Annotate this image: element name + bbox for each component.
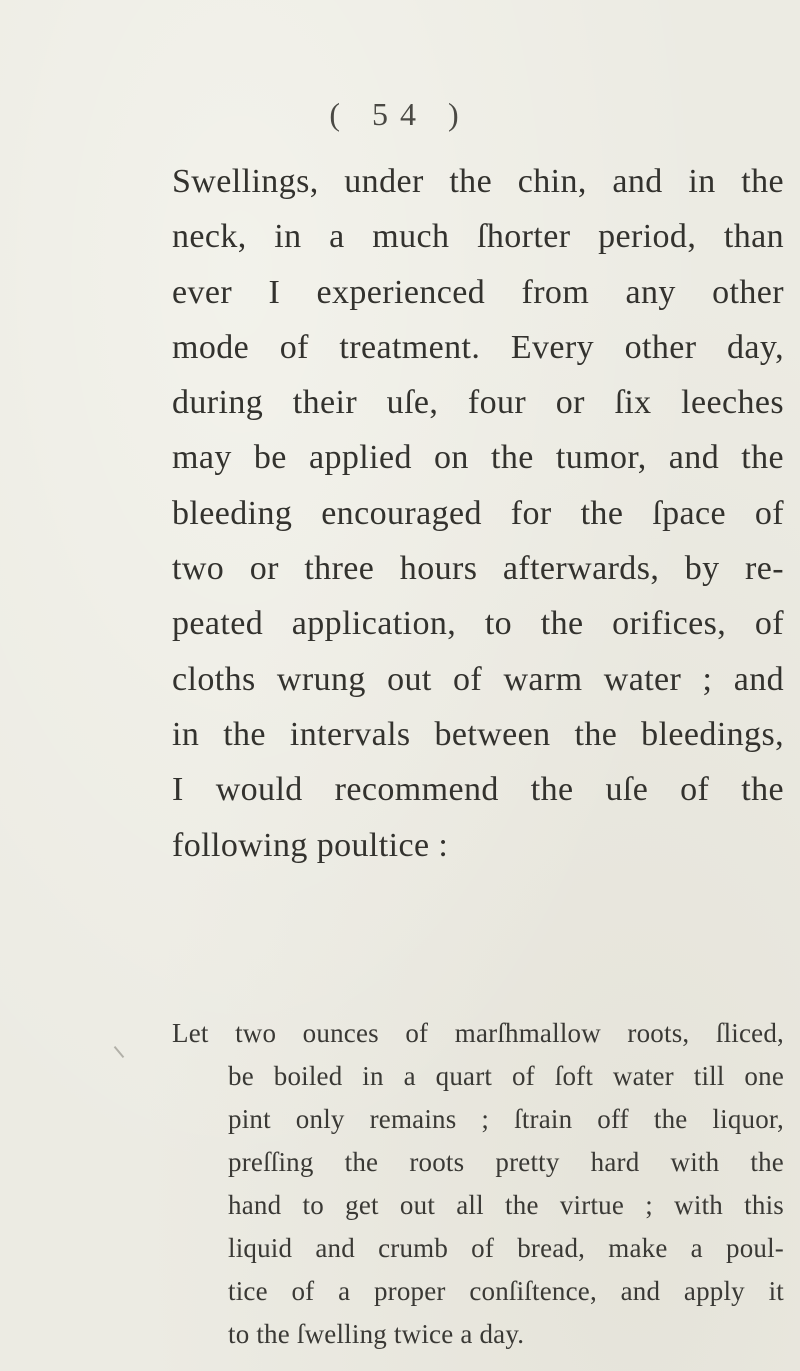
recipe-line: Let two ounces of marſhmallow roots, ſliced,: [172, 1018, 784, 1048]
body-line: during their uſe, four or ſix leeches: [172, 384, 784, 422]
body-line: in the intervals between the bleedings,: [172, 715, 784, 753]
body-paragraph: [172, 154, 784, 873]
body-line: I would recommend the uſe of the: [172, 771, 784, 809]
body-line: neck, in a much ſhorter period, than: [172, 218, 784, 256]
recipe-line: tice of a proper conſiſtence, and apply it: [228, 1276, 784, 1306]
body-line: following poultice :: [172, 826, 449, 864]
recipe-line: to the ſwelling twice a day.: [228, 1319, 525, 1349]
body-line: may be applied on the tumor, and the: [172, 439, 784, 477]
recipe-paragraph: [172, 1012, 784, 1356]
recipe-line: be boiled in a quart of ſoft water till one: [228, 1061, 784, 1091]
margin-mark: [114, 1046, 125, 1058]
body-line: two or three hours afterwards, by re-: [172, 550, 784, 588]
body-line: bleeding encouraged for the ſpace of: [172, 494, 784, 532]
recipe-line: pint only remains ; ſtrain off the liquor,: [228, 1104, 784, 1134]
recipe-line: liquid and crumb of bread, make a poul-: [228, 1233, 784, 1263]
page-number: ( 54 ): [329, 96, 471, 132]
recipe-line: preſſing the roots pretty hard with the: [228, 1147, 784, 1177]
body-line: ever I experienced from any other: [172, 273, 784, 311]
body-line: mode of treatment. Every other day,: [172, 328, 784, 366]
recipe-line: hand to get out all the virtue ; with this: [228, 1190, 784, 1220]
body-line: Swellings, under the chin, and in the: [172, 163, 784, 200]
body-line: peated application, to the orifices, of: [172, 605, 784, 643]
body-line: cloths wrung out of warm water ; and: [172, 660, 784, 698]
